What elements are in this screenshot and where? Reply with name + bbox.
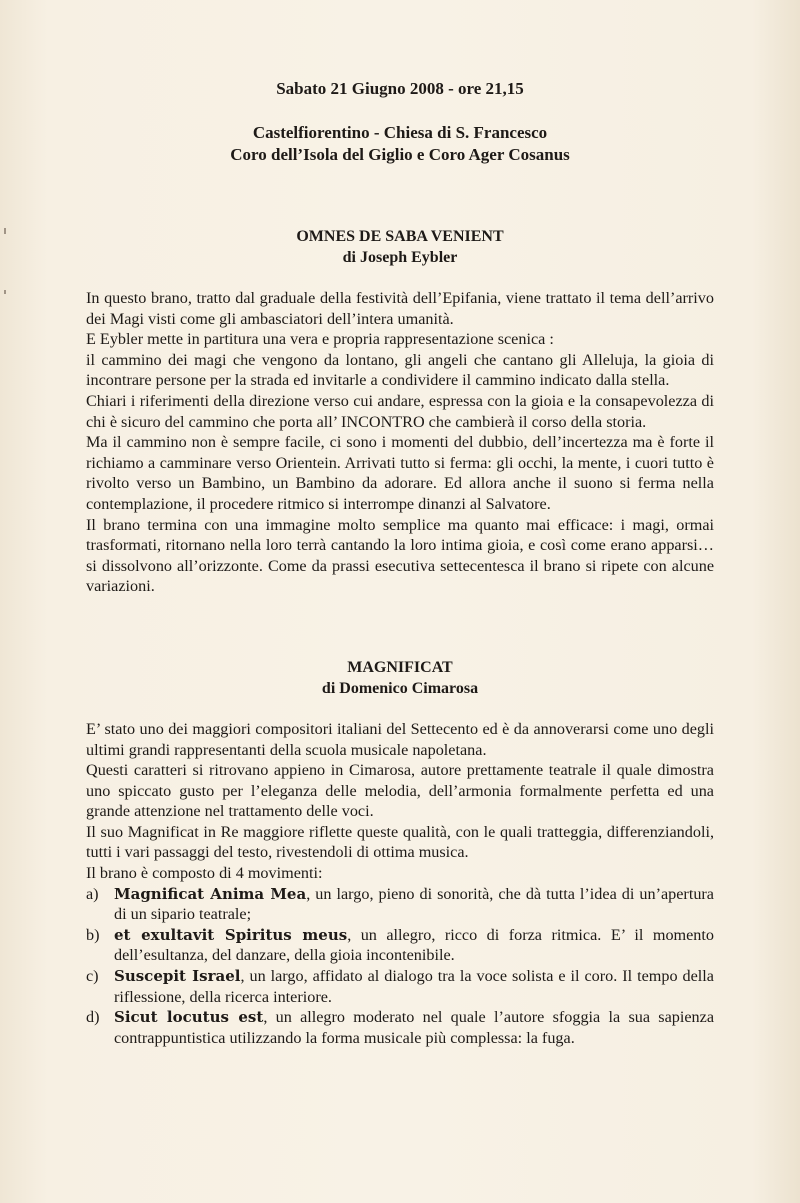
- section-author: di Domenico Cimarosa: [321, 679, 479, 697]
- movement-name: Suscepit Israel: [114, 967, 241, 986]
- movement-description: [114, 884, 714, 925]
- movement-name: et exultavit Spiritus meus: [114, 925, 348, 944]
- section-author: di Joseph Eybler: [342, 249, 458, 266]
- list-item: [86, 1007, 714, 1048]
- list-marker: c): [86, 967, 99, 986]
- concert-date: Sabato 21 Giugno 2008 - ore 21,15: [276, 79, 524, 98]
- movement-description: [114, 1007, 714, 1048]
- list-marker: a): [86, 884, 99, 903]
- movements-list: [86, 884, 714, 1049]
- page-edge-mark: [4, 290, 6, 294]
- list-item: [86, 925, 714, 966]
- movement-text: , un allegro, ricco di forza ritmica. E’ il momento dell’esultanza, del danzare, della gioia incontenibile.: [114, 925, 714, 965]
- list-marker: b): [86, 925, 100, 944]
- paragraph: In questo brano, tratto dal graduale della festività dell’Epifania, viene trattato il tema dell’arrivo dei Magi visti come gli ambasciatori dell’intera umanità.: [86, 289, 714, 328]
- page-content: [86, 78, 714, 1048]
- concert-venue: Castelfiorentino - Chiesa di S. Francesco: [252, 123, 548, 142]
- paragraph: Il suo Magnificat in Re maggiore riflette queste qualità, con le quali tratteggia, differenziandoli, tutti i vari passaggi del testo, rivestendoli di ottima musica.: [86, 822, 714, 862]
- paragraph: E Eybler mette in partitura una vera e propria rappresentazione scenica :: [86, 330, 554, 349]
- paragraph: Ma il cammino non è sempre facile, ci sono i momenti del dubbio, dell’incertezza ma è forte il richiamo a camminare verso Orientein. Arrivati tutto si ferma: gli occhi, la mente, i cuori tutto è rivolto verso un Bambino, un Bambino da adorare. Ed allora anche il suono si ferma nella contemplazione, il procedere ritmico si interrompe dinanzi al Salvatore.: [86, 433, 714, 513]
- page-edge-mark: [4, 228, 6, 234]
- movement-text: , un allegro moderato nel quale l’autore sfoggia la sua sapienza contrappuntistica utilizzando la forma musicale più complessa: la fuga.: [114, 1008, 714, 1047]
- paragraph: E’ stato uno dei maggiori compositori italiani del Settecento ed è da annoverarsi come uno degli ultimi grandi rappresentanti della scuola musicale napoletana.: [86, 719, 714, 759]
- movement-text: , un largo, pieno di sonorità, che dà tutta l’idea di un’apertura di un sipario teatrale;: [114, 884, 714, 924]
- list-item: [86, 884, 714, 925]
- paragraph: il cammino dei magi che vengono da lontano, gli angeli che cantano gli Alleluja, la gioia di incontrare persone per la strada ed invitarle a condividere il cammino indicato dalla stella.: [86, 350, 714, 390]
- list-item: [86, 966, 714, 1007]
- movement-name: Magnificat Anima Mea: [114, 884, 307, 903]
- paragraph: Il brano termina con una immagine molto semplice ma quanto mai efficace: i magi, ormai trasformati, ritornano nella loro terrà cantando la loro intima gioia, e così come erano apparsi… si dissolvono all’orizzonte. Come da prassi esecutiva settecentesca il brano si ripete con alcune variazioni.: [86, 515, 714, 596]
- movement-text: , un largo, affidato al dialogo tra la voce solista e il coro. Il tempo della riflessione, della ricerca interiore.: [114, 967, 714, 1006]
- concert-choirs: Coro dell’Isola del Giglio e Coro Ager Cosanus: [230, 145, 570, 164]
- paragraph: Il brano è composto di 4 movimenti:: [86, 864, 323, 883]
- section-title: MAGNIFICAT: [347, 658, 453, 676]
- paragraph: Questi caratteri si ritrovano appieno in Cimarosa, autore prettamente teatrale il quale dimostra uno spiccato gusto per l’eleganza delle melodia, dell’armonia formalmente perfetta ed una grande attenzione nel trattamento delle voci.: [86, 761, 714, 821]
- section-eybler: [86, 226, 714, 597]
- movement-description: [114, 966, 714, 1007]
- list-marker: d): [86, 1008, 100, 1027]
- section-cimarosa: [86, 657, 714, 1049]
- movement-name: Sicut locutus est: [114, 1008, 264, 1027]
- paragraph: Chiari i riferimenti della direzione verso cui andare, espressa con la gioia e la consapevolezza di chi è sicuro del cammino che porta all’ INCONTRO che cambierà il corso della storia.: [86, 391, 714, 431]
- movement-description: [114, 925, 714, 966]
- section-title: OMNES DE SABA VENIENT: [296, 228, 504, 245]
